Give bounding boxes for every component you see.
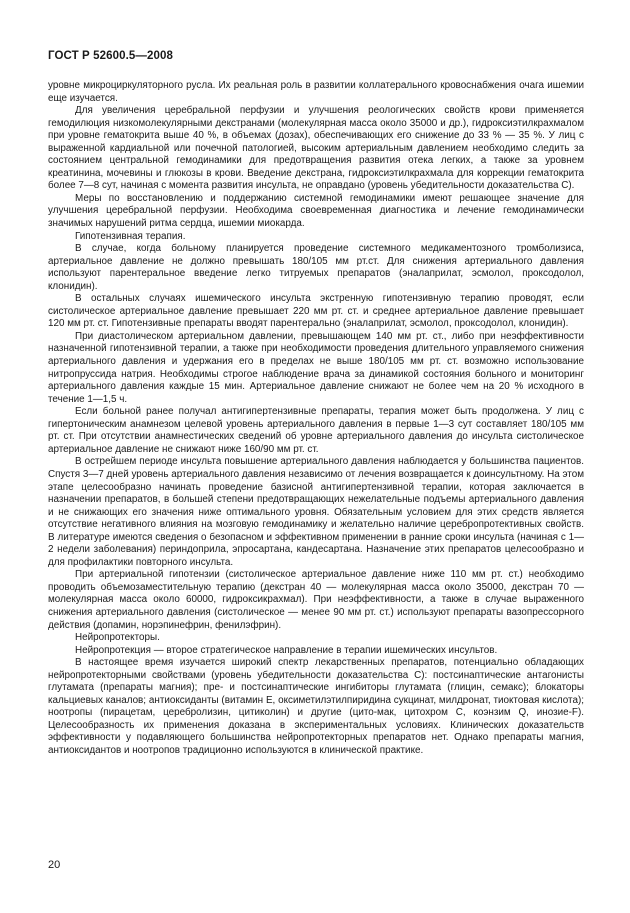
page-number: 20: [48, 859, 61, 871]
paragraph: В случае, когда больному планируется проведение системного медикаментозного тромболизиса, артериальное давление не должно превышать 180/105 мм рт.ст. Для снижения артериального давления используют парентеральное введение легко титруемых препаратов (эналаприлат, эсмолол, проксодолол, клонидин).: [48, 243, 584, 292]
paragraph: уровне микроциркуляторного русла. Их реальная роль в развитии коллатерального кровоснабжения очага ишемии еще изучается.: [48, 80, 584, 104]
paragraph: Нейропротекция — второе стратегическое направление в терапии ишемических инсультов.: [75, 644, 498, 656]
paragraph: При артериальной гипотензии (систолическое артериальное давление ниже 110 мм рт. ст.) необходимо проводить объемозаместительную терапию (декстран 40 — молекулярная масса около 35000, декстран 70 — молекулярная масса около 60000, гидроксикрахмал). При неэффективности, а также в случае выраженного снижения артериального давления (систолическое — менее 90 мм рт. ст.) используют препараты вазопрессорного действия (допамин, норэпинефрин, фенилэфрин).: [48, 569, 584, 631]
section-heading: Нейропротекторы.: [75, 632, 160, 644]
body-text: [48, 80, 584, 758]
section-heading: Гипотензивная терапия.: [75, 230, 186, 242]
paragraph: Меры по восстановлению и поддержанию системной гемодинамики имеют решающее значение для улучшения церебральной перфузии. Необходима своевременная диагностика и лечение гемодинамически значимых нарушений ритма сердца, ишемии миокарда.: [48, 192, 584, 230]
paragraph: В остальных случаях ишемического инсульта экстренную гипотензивную терапию проводят, если систолическое артериальное давление превышает 220 мм рт. ст. и среднее артериальное давление превышает 120 мм рт. ст. Гипотензивные препараты вводят парентерально (эналаприлат, эсмолол, проксодолол, клонидин).: [48, 293, 584, 330]
paragraph: В острейшем периоде инсульта повышение артериального давления наблюдается у большинства пациентов. Спустя 3—7 дней уровень артериального давления независимо от лечения возвращается к доинсультному. На этом этапе целесообразно начинать проведение базисной антигипертензивной терапии, которая заключается в назначении препаратов, в большей степени предотвращающих нежелательные подъемы артериального давления и не снижающих его значения ниже оптимального уровня. Обязательным условием для этих средств является отсутствие негативного влияния на мозговую гемодинамику и желательно наличие церебропротективных свойств. В литературе имеются сведения о безопасном и эффективном применении в ранние сроки инсульта (начиная с 1—2 недели заболевания) периндоприла, эпросартана, кандесартана. Назначение этих препаратов целесообразно и для профилактики повторного инсульта.: [48, 456, 584, 568]
paragraph: В настоящее время изучается широкий спектр лекарственных препаратов, потенциально обладающих нейропротекторными свойствами (уровень убедительности доказательства С): постсинаптические антагонисты глутамата (препараты магния); пре- и постсинаптические ингибиторы глутамата (глицин, семакс); блокаторы кальциевых каналов; антиоксиданты (витамин Е, оксиметилэтилпиридина сукцинат, милдронат, тиоктовая кислота); ноотропы (пирацетам, церебролизин, цитиколин) и другие (цито-мак, цитохром С, коэнзим Q, инозие-F). Целесообразность их применения доказана в экспериментальных условиях. Клинических доказательств эффективности у подавляющего большинства нейропротекторных препаратов нет. Однако препараты магния, антиоксидантов и ноотропов традиционно используются в клинической практике.: [48, 657, 584, 756]
paragraph: Если больной ранее получал антигипертензивные препараты, терапия может быть продолжена. У лиц с гипертоническим анамнезом целевой уровень артериального давления в первые 1—3 сут составляет 180/105 мм рт. ст. При отсутствии анамнестических сведений об уровне артериального давления до инсульта систолическое артериальное давление не снижают ниже 160/90 мм рт. ст.: [48, 406, 584, 455]
document-header: ГОСТ Р 52600.5—2008: [48, 50, 173, 62]
paragraph: При диастолическом артериальном давлении, превышающем 140 мм рт. ст., либо при неэффективности назначенной гипотензивной терапии, а также при необходимости проведения длительного управляемого снижения артериального давления и удержания его в пределах не выше 180/105 мм рт. ст. возможно использование нитропруссида натрия. Необходимы строгое наблюдение врача за динамикой состояния больного и мониторинг артериального давления каждые 15 мин. Артериальное давление снижают не более чем на 20 % исходного в течение 1—1,5 ч.: [48, 330, 584, 405]
paragraph: Для увеличения церебральной перфузии и улучшения реологических свойств крови применяется гемодилюция низкомолекулярными декстранами (молекулярная масса около 35000 и др.), гидроксиэтилкрахмалом при уровне гематокрита выше 40 %, в объемах (дозах), обеспечивающих его снижение до 33 % — 35 %. У лиц с выраженной кардиальной или почечной патологией, высоким артериальным давлением необходимо следить за состоянием центральной гемодинамики для предотвращения развития отека легких, а также за уровнем креатинина, мочевины и глюкозы в крови. Введение декстрана, гидроксиэтилкрахмала для коррекции гематокрита более 7—8 сут, начиная с момента развития инсульта, не оправдано (уровень убедительности доказательства С).: [48, 105, 584, 192]
